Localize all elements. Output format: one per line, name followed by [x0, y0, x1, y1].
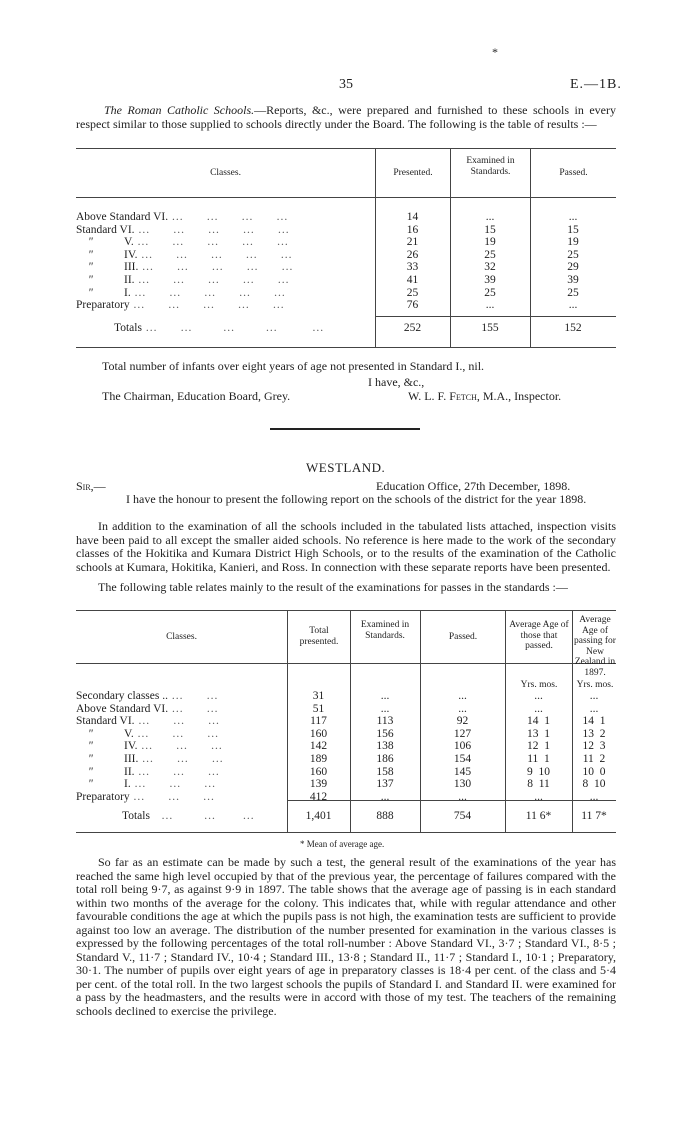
- wl-row-label: II.: [124, 765, 135, 778]
- page-mark: *: [492, 45, 498, 59]
- ditto-mark: ": [88, 765, 93, 778]
- wl-cell-nz: 13 2: [582, 727, 606, 740]
- wl-cell-total: 412: [309, 790, 328, 803]
- ditto-mark: ": [88, 778, 93, 791]
- rc-totals-presented: 252: [403, 322, 422, 334]
- rc-table-row: Standard VI. ... ... ... ... ... 16 15 15: [76, 224, 616, 237]
- rc-signature-suffix: , M.A., Inspector.: [476, 389, 562, 403]
- rc-totals-passed: 152: [564, 322, 582, 334]
- wl-cell-total: 31: [312, 690, 325, 702]
- wl-table-top-rule: [76, 610, 616, 611]
- rc-cell-passed: 29: [567, 261, 579, 274]
- rc-table-top-rule: [76, 148, 616, 149]
- wl-cell-nz: ...: [589, 790, 599, 803]
- rc-table-header-rule: [76, 197, 616, 198]
- wl-header-nz: Average Age of passing for New Zealand in 1897.: [574, 615, 616, 678]
- rc-table-row: " III. ... ... ... ... ... 33 32 29: [76, 261, 616, 274]
- ditto-mark: ": [88, 727, 93, 740]
- wl-cell-total: 139: [309, 778, 328, 791]
- rc-header-presented: Presented.: [393, 168, 433, 178]
- rc-table-row: " V. ... ... ... ... ... 21 19 19: [76, 236, 616, 249]
- wl-cell-avg: 13 1: [527, 727, 550, 740]
- rc-totals-label: Totals: [114, 322, 142, 334]
- rc-cell-presented: 41: [406, 273, 419, 286]
- wl-cell-nz: 10 0: [582, 765, 606, 778]
- ditto-mark: ": [88, 248, 93, 261]
- westland-para-1: I have the honour to present the following report on the schools of the district for the year 1898.: [126, 492, 587, 506]
- rc-cell-passed: 19: [567, 236, 579, 249]
- rc-cell-presented: 21: [406, 236, 419, 249]
- wl-row-label: IV.: [124, 740, 138, 753]
- rc-table-totals-rule: [376, 316, 616, 317]
- rc-header-passed: Passed.: [559, 168, 588, 178]
- wl-header-classes: Classes.: [166, 632, 197, 642]
- rc-header-examined: Examined in Standards.: [466, 156, 515, 177]
- wl-cell-total: 117: [310, 715, 327, 728]
- rc-cell-examined: 25: [484, 248, 496, 261]
- wl-row-label: III.: [124, 752, 139, 765]
- rc-addressee: The Chairman, Education Board, Grey.: [102, 389, 291, 403]
- wl-cell-examined: ...: [380, 702, 390, 715]
- ditto-mark: ": [88, 752, 93, 765]
- wl-table-row: Above Standard VI. ... ... 51 ... ... ... ...: [76, 703, 616, 716]
- wl-table-row: " V. ... ... ... 160 156 127 13 1 13 2: [76, 728, 616, 741]
- rc-cell-examined: ...: [485, 211, 495, 223]
- wl-cell-avg: 11 1: [527, 752, 550, 765]
- rc-row-label: Preparatory: [76, 299, 130, 312]
- westland-title: WESTLAND.: [306, 460, 386, 475]
- rc-infants-note: Total number of infants over eight years of age not presented in Standard I., nil.: [102, 359, 485, 373]
- rc-header-classes: Classes.: [210, 168, 241, 178]
- westland-para-3: The following table relates mainly to the result of the examinations for passes in the standards :—: [98, 580, 568, 594]
- wl-row-label: Preparatory: [76, 790, 130, 803]
- ditto-mark: ": [88, 740, 93, 753]
- rc-signature: [408, 390, 561, 404]
- rc-row-label: I.: [124, 286, 131, 299]
- rc-cell-examined: 19: [484, 236, 496, 249]
- rc-totals-examined: 155: [481, 322, 499, 334]
- rc-intro-rest: —Reports, &c., were prepared and furnished to these schools in every respect similar to those supplied to schools directly under the Board. The following is the table of results :—: [76, 103, 616, 131]
- wl-cell-passed: 106: [453, 740, 472, 753]
- page-code: E.—1B.: [570, 77, 622, 92]
- rc-row-label: III.: [124, 261, 139, 274]
- wl-table-row: " II. ... ... ... 160 158 145 9 10 10 0: [76, 766, 616, 779]
- rc-cell-examined: 39: [484, 273, 496, 286]
- ditto-mark: ": [88, 286, 93, 299]
- rc-cell-presented: 14: [406, 211, 419, 223]
- ditto-mark: ": [88, 273, 93, 286]
- rc-table-bottom-rule: [76, 347, 616, 348]
- wl-cell-avg: ...: [534, 690, 543, 702]
- wl-cell-nz: 12 3: [582, 740, 606, 753]
- wl-cell-passed: ...: [458, 690, 467, 702]
- rc-intro: [76, 104, 616, 131]
- wl-cell-passed: ...: [458, 790, 467, 803]
- section-separator: [270, 428, 420, 430]
- rc-row-label: Above Standard VI.: [76, 211, 169, 223]
- rc-cell-examined: 25: [484, 286, 496, 299]
- wl-totals-avg: 11 6*: [525, 810, 552, 822]
- wl-cell-avg: 8 11: [527, 778, 550, 791]
- wl-row-label: V.: [124, 727, 134, 740]
- wl-totals-passed: 754: [453, 810, 472, 822]
- wl-cell-examined: ...: [380, 690, 390, 702]
- wl-totals-total: 1,401: [305, 810, 332, 822]
- wl-cell-examined: 137: [376, 778, 394, 791]
- wl-units-avg: Yrs. mos.: [520, 680, 558, 690]
- rc-cell-passed: 15: [567, 223, 579, 236]
- westland-para-4: So far as an estimate can be made by such a test, the general result of the examinations of the year has reached the same high level occupied by that of the previous year, the percentage of failures compared with the total roll being 9·7, as against 9·9 in 1897. The table shows that the average age of passing is in each standard within two months of the average for the colony. This indicates that, while with regular attendance and other favourable conditions the age at which the pupils pass is not high, the examination tests are sufficient to provide against too low an average. The distribution of the number presented for examination in the various classes is expressed by the following percentages of the total roll-number : Above Standard VI., 3·7 ; Standard VI., 8·5 ; Standard V., 11·7 ; Standard IV., 10·4 ; Standard III., 13·8 ; Standard II., 11·7 ; Standard I., 10·1 ; Preparatory, 30·1. The number of pupils over eight years of age in preparatory classes is 18·4 per cent. of the class and 5·4 per cent. of the total roll. In the two largest schools the pupils of Standard I. and Standard II. were examined for a pass by the headmasters, and the results were in accord with those of my test. The teachers of the remaining schools declined to exercise the privilege.: [76, 855, 616, 1018]
- wl-cell-passed: 130: [453, 778, 472, 791]
- wl-row-label: Above Standard VI.: [76, 702, 169, 715]
- wl-cell-avg: 9 10: [527, 765, 550, 778]
- page-number: 35: [339, 77, 353, 92]
- wl-cell-passed: 154: [453, 752, 472, 765]
- wl-cell-passed: ...: [458, 702, 467, 715]
- wl-cell-avg: 12 1: [527, 740, 550, 753]
- wl-header-examined: Examined in Standards.: [360, 620, 410, 641]
- rc-cell-presented: 16: [406, 223, 419, 236]
- rc-row-label: Standard VI.: [76, 223, 135, 236]
- wl-table-header-rule: [76, 663, 616, 664]
- wl-cell-passed: 127: [453, 727, 472, 740]
- wl-totals-nz: 11 7*: [581, 810, 607, 822]
- westland-office-date: Education Office, 27th December, 1898.: [376, 479, 571, 493]
- wl-cell-total: 189: [309, 752, 328, 765]
- rc-cell-passed: ...: [568, 211, 578, 223]
- rc-table-row: Preparatory ... ... ... ... ... 76 ... ...: [76, 299, 616, 312]
- wl-totals-examined: 888: [376, 810, 394, 822]
- westland-para-2: In addition to the examination of all the schools included in the tabulated lists attached, inspection visits have been paid to all except the smaller aided schools. No reference is here made to the work of the secondary classes of the Hokitika and Kumara District High Schools, or to the results of the examination of the Catholic schools at Kumara, Hokitika, Kanieri, and Ross. In connection with these separate reports have been presented.: [76, 519, 616, 574]
- rc-cell-presented: 25: [406, 286, 419, 299]
- rc-table-row: " II. ... ... ... ... ... 41 39 39: [76, 274, 616, 287]
- wl-table-row: Preparatory ... ... ... 412 ... ... ... ...: [76, 791, 616, 804]
- wl-cell-nz: 11 2: [582, 752, 606, 765]
- wl-footnote: * Mean of average age.: [300, 839, 385, 849]
- wl-cell-avg: 14 1: [527, 715, 550, 728]
- wl-cell-passed: 145: [453, 765, 472, 778]
- wl-cell-examined: 138: [376, 740, 394, 753]
- rc-cell-passed: 25: [567, 286, 579, 299]
- wl-table-row: " III. ... ... ... 189 186 154 11 1 11 2: [76, 753, 616, 766]
- rc-totals-row: Totals ... ... ... ... ... 252 155 152: [76, 322, 616, 335]
- rc-signature-name: Fetch: [449, 389, 477, 403]
- wl-header-passed: Passed.: [448, 632, 478, 642]
- wl-totals-row: Totals ... ... ... 1,401 888 754 11 6* 11 7*: [76, 810, 616, 823]
- rc-cell-passed: ...: [568, 299, 578, 312]
- rc-cell-passed: 25: [567, 248, 579, 261]
- rc-table-row: " I. ... ... ... ... ... 25 25 25: [76, 287, 616, 300]
- rc-cell-examined: ...: [485, 299, 495, 312]
- wl-cell-nz: ...: [589, 702, 599, 715]
- wl-cell-total: 142: [309, 740, 328, 753]
- ditto-mark: ": [88, 261, 93, 274]
- wl-cell-passed: 92: [456, 715, 469, 728]
- wl-cell-total: 51: [312, 702, 325, 715]
- wl-cell-examined: 156: [376, 727, 394, 740]
- rc-cell-presented: 33: [406, 261, 419, 274]
- wl-cell-nz: 14 1: [582, 715, 606, 728]
- wl-cell-nz: 8 10: [582, 778, 606, 791]
- wl-row-label: Secondary classes ..: [76, 690, 168, 702]
- wl-header-avg: Average Age of those that passed.: [509, 620, 569, 651]
- wl-cell-examined: 113: [376, 715, 394, 728]
- rc-results-table: [76, 211, 616, 312]
- rc-signature-prefix: W. L. F.: [408, 389, 447, 403]
- rc-i-have: I have, &c.,: [368, 375, 425, 389]
- rc-cell-examined: 15: [484, 223, 496, 236]
- rc-cell-presented: 26: [406, 248, 419, 261]
- wl-cell-total: 160: [309, 765, 328, 778]
- wl-table-row: Standard VI. ... ... ... 117 113 92 14 1 14 1: [76, 715, 616, 728]
- rc-cell-passed: 39: [567, 273, 579, 286]
- wl-cell-avg: ...: [534, 702, 543, 715]
- rc-row-label: IV.: [124, 248, 138, 261]
- rc-intro-italic: The Roman Catholic Schools.: [104, 103, 255, 117]
- wl-units-nz: Yrs. mos.: [576, 680, 614, 690]
- rc-row-label: V.: [124, 236, 134, 249]
- wl-cell-nz: ...: [589, 690, 599, 702]
- wl-cell-examined: 158: [376, 765, 394, 778]
- wl-table-row: Secondary classes .. ... ... 31 ... ... ... ...: [76, 690, 616, 703]
- wl-cell-examined: ...: [380, 790, 390, 803]
- wl-table-bottom-rule: [76, 832, 616, 833]
- rc-table-row: Above Standard VI. ... ... ... ... 14 ... ...: [76, 211, 616, 224]
- rc-row-label: II.: [124, 273, 135, 286]
- wl-results-table: [76, 690, 616, 803]
- wl-cell-total: 160: [309, 727, 328, 740]
- rc-cell-presented: 76: [406, 299, 419, 312]
- rc-cell-examined: 32: [484, 261, 496, 274]
- wl-table-row: " I. ... ... ... 139 137 130 8 11 8 10: [76, 778, 616, 791]
- wl-totals-label: Totals: [122, 810, 150, 822]
- rc-table-row: " IV. ... ... ... ... ... 26 25 25: [76, 249, 616, 262]
- wl-table-row: " IV. ... ... ... 142 138 106 12 1 12 3: [76, 740, 616, 753]
- wl-row-label: Standard VI.: [76, 715, 135, 728]
- wl-row-label: I.: [124, 778, 131, 791]
- ditto-mark: ": [88, 236, 93, 249]
- wl-cell-examined: 186: [376, 752, 394, 765]
- westland-salutation: Sir,—: [76, 479, 106, 493]
- wl-cell-avg: ...: [534, 790, 543, 803]
- wl-header-total: Total presented.: [299, 626, 339, 647]
